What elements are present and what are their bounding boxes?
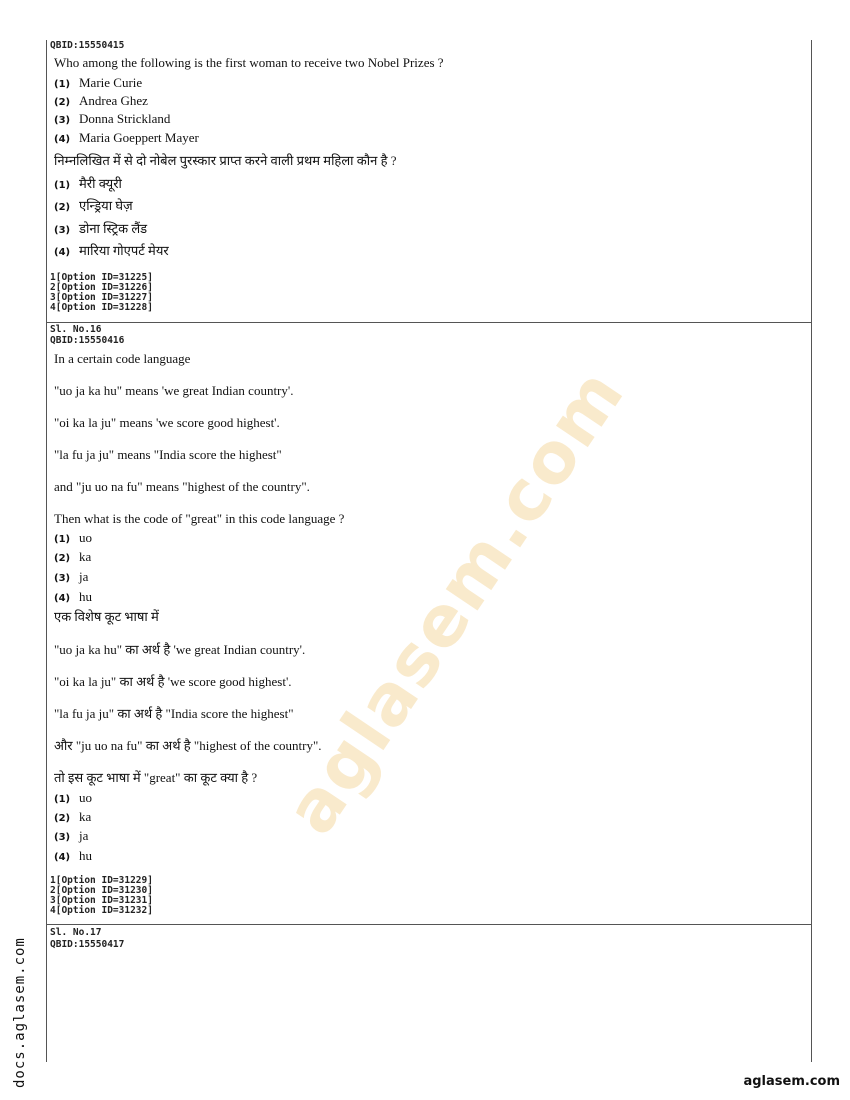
q16-line-hi: "la fu ja ju" का अर्थ है "India score the highest"	[54, 706, 294, 721]
option-id: 4[Option ID=31228]	[50, 302, 153, 313]
option-id: 2[Option ID=31226]	[50, 282, 153, 293]
q15-option-en-2: (2) Andrea Ghez	[54, 93, 148, 108]
q16-option-ids	[50, 876, 153, 916]
side-url-text: docs.aglasem.com	[12, 937, 28, 1088]
q16-option-hi-2: (2) ka	[54, 809, 92, 824]
watermark-text: aglasem.com	[269, 353, 641, 849]
option-id: 3[Option ID=31231]	[50, 895, 153, 906]
q16-option-en-3: (3) ja	[54, 569, 89, 584]
qbid-17: QBID:15550417	[50, 939, 125, 950]
q15-option-en-4: (4) Maria Goeppert Mayer	[54, 130, 199, 145]
q16-option-en-4: (4) hu	[54, 589, 92, 604]
q15-question-hi: निम्नलिखित में से दो नोबेल पुरस्कार प्राप्त करने वाली प्रथम महिला कौन है ?	[54, 153, 397, 168]
option-id: 3[Option ID=31227]	[50, 292, 153, 303]
q15-option-hi-1: (1) मैरी क्यूरी	[54, 176, 122, 191]
q15-option-en-3: (3) Donna Strickland	[54, 111, 171, 126]
q16-option-hi-1: (1) uo	[54, 790, 92, 805]
q15-option-hi-3: (3) डोना स्ट्रिक लैंड	[54, 221, 148, 236]
q16-line-en: "la fu ja ju" means "India score the highest"	[54, 447, 282, 462]
q16-line-en: and "ju uo na fu" means "highest of the country".	[54, 479, 310, 494]
section-divider	[46, 924, 811, 925]
section-divider	[46, 322, 811, 323]
page-frame	[46, 40, 812, 1062]
qbid-15: QBID:15550415	[50, 40, 125, 51]
slno-16: Sl. No.16	[50, 324, 102, 335]
q16-line-en: "oi ka la ju" means 'we score good highest'.	[54, 415, 280, 430]
q15-option-ids	[50, 273, 153, 313]
q16-line-hi: "uo ja ka hu" का अर्थ है 'we great Indian country'.	[54, 642, 306, 657]
slno-17: Sl. No.17	[50, 927, 102, 938]
option-id: 1[Option ID=31229]	[50, 875, 153, 886]
q16-option-hi-4: (4) hu	[54, 848, 92, 863]
q16-question-en: Then what is the code of "great" in this code language ?	[54, 511, 345, 526]
option-id: 4[Option ID=31232]	[50, 905, 153, 916]
q16-line-hi: और "ju uo na fu" का अर्थ है "highest of the country".	[54, 738, 322, 753]
q15-option-hi-4: (4) मारिया गोएपर्ट मेयर	[54, 243, 169, 258]
q15-question-en: Who among the following is the first woman to receive two Nobel Prizes ?	[54, 55, 444, 70]
q16-line-en: In a certain code language	[54, 351, 191, 366]
q16-option-hi-3: (3) ja	[54, 828, 89, 843]
option-id: 2[Option ID=31230]	[50, 885, 153, 896]
q16-line-en: "uo ja ka hu" means 'we great Indian country'.	[54, 383, 294, 398]
q15-option-en-1: (1) Marie Curie	[54, 75, 143, 90]
footer-brand-link[interactable]: aglasem.com	[743, 1074, 840, 1089]
q16-option-en-1: (1) uo	[54, 530, 92, 545]
qbid-16: QBID:15550416	[50, 335, 125, 346]
option-id: 1[Option ID=31225]	[50, 272, 153, 283]
q15-option-hi-2: (2) एन्ड्रिया घेज़	[54, 198, 133, 213]
q16-option-en-2: (2) ka	[54, 549, 92, 564]
q16-question-hi: तो इस कूट भाषा में "great" का कूट क्या है ?	[54, 770, 258, 785]
q16-line-hi: एक विशेष कूट भाषा में	[54, 609, 159, 624]
q16-line-hi: "oi ka la ju" का अर्थ है 'we score good highest'.	[54, 674, 292, 689]
